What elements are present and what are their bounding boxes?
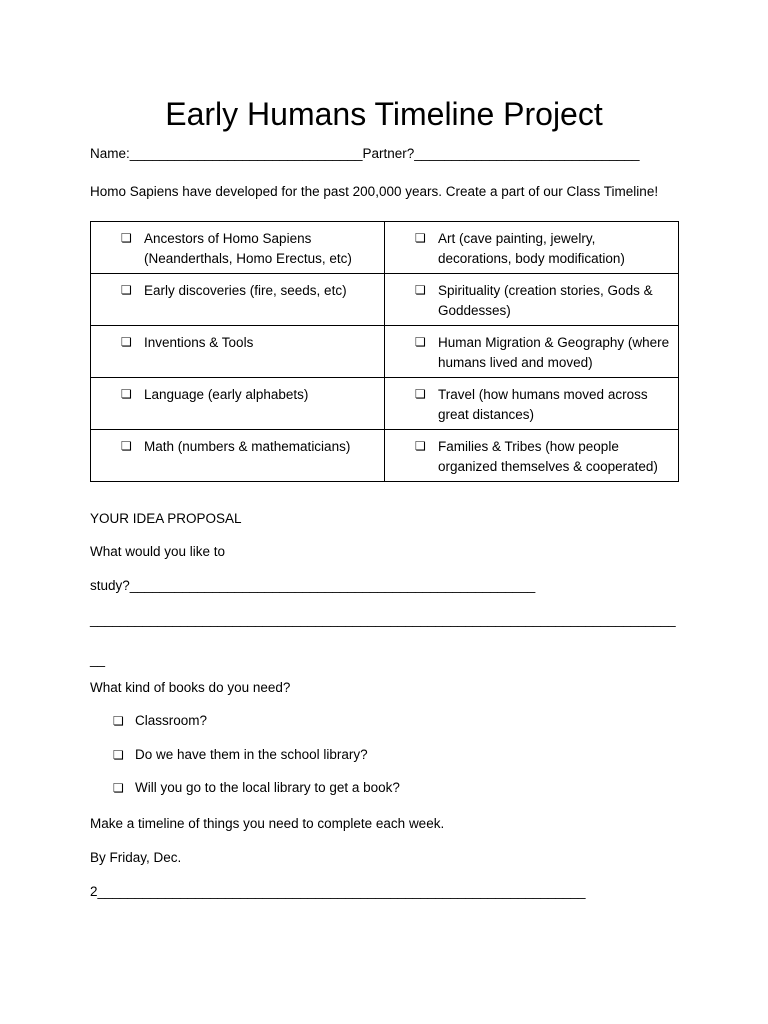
checkbox-icon: ❏ — [415, 335, 426, 349]
checkbox-icon: ❏ — [415, 283, 426, 297]
answer-blank-line: ______________________________________________________________________________ — [90, 612, 676, 627]
topic-label: Early discoveries (fire, seeds, etc) — [144, 283, 347, 298]
book-option-classroom — [113, 712, 207, 730]
topics-table — [90, 221, 679, 482]
checkbox-icon: ❏ — [121, 231, 132, 245]
topic-label: Travel (how humans moved across great distances) — [438, 387, 648, 422]
timeline-instruction: Make a timeline of things you need to complete each week. — [90, 816, 445, 831]
intro-text: Homo Sapiens have developed for the past 200,000 years. Create a part of our Class Timeline! — [90, 184, 659, 199]
answer-blank-line-end: __ — [90, 652, 106, 667]
checkbox-icon: ❏ — [113, 781, 124, 795]
topic-cell — [385, 326, 679, 378]
checkbox-icon: ❏ — [121, 283, 132, 297]
topic-label: Inventions & Tools — [144, 335, 254, 350]
checkbox-icon: ❏ — [415, 231, 426, 245]
checkbox-icon: ❏ — [415, 387, 426, 401]
book-option-school-library — [113, 746, 368, 764]
checkbox-icon: ❏ — [121, 387, 132, 401]
topic-label: Spirituality (creation stories, Gods & Goddesses) — [438, 283, 653, 318]
deadline-line-1: By Friday, Dec. — [90, 850, 182, 865]
topic-row — [91, 222, 679, 274]
topic-cell — [91, 326, 385, 378]
book-option-label: Classroom? — [135, 713, 208, 728]
checkbox-icon: ❏ — [415, 439, 426, 453]
topic-row — [91, 378, 679, 430]
study-question-line-2: study?______________________________________________________ — [90, 578, 536, 593]
deadline-line-2: 2_________________________________________________________________ — [90, 884, 586, 899]
study-question-line-1: What would you like to — [90, 544, 226, 559]
checkbox-icon: ❏ — [113, 748, 124, 762]
books-question: What kind of books do you need? — [90, 680, 291, 695]
topic-cell — [385, 274, 679, 326]
book-option-label: Do we have them in the school library? — [135, 747, 368, 762]
book-option-label: Will you go to the local library to get a book? — [135, 780, 400, 795]
topic-label: Language (early alphabets) — [144, 387, 309, 402]
topic-row — [91, 326, 679, 378]
topic-cell — [91, 274, 385, 326]
topic-cell — [385, 378, 679, 430]
checkbox-icon: ❏ — [121, 335, 132, 349]
book-option-local-library — [113, 779, 400, 797]
checkbox-icon: ❏ — [121, 439, 132, 453]
topic-row — [91, 274, 679, 326]
topic-cell — [91, 430, 385, 482]
topic-label: Math (numbers & mathematicians) — [144, 439, 351, 454]
topic-label: Human Migration & Geography (where humans lived and moved) — [438, 335, 670, 370]
proposal-heading: YOUR IDEA PROPOSAL — [90, 511, 242, 526]
name-partner-line: Name:_______________________________Partner?______________________________ — [90, 146, 640, 161]
topic-label: Art (cave painting, jewelry, decorations, body modification) — [438, 231, 625, 266]
topic-cell — [385, 430, 679, 482]
page-title: Early Humans Timeline Project — [165, 96, 603, 132]
topic-label: Ancestors of Homo Sapiens (Neanderthals, Homo Erectus, etc) — [144, 231, 352, 266]
topic-cell — [91, 378, 385, 430]
topic-cell — [385, 222, 679, 274]
topic-cell — [91, 222, 385, 274]
topic-row — [91, 430, 679, 482]
checkbox-icon: ❏ — [113, 714, 124, 728]
topic-label: Families & Tribes (how people organized themselves & cooperated) — [438, 439, 658, 474]
